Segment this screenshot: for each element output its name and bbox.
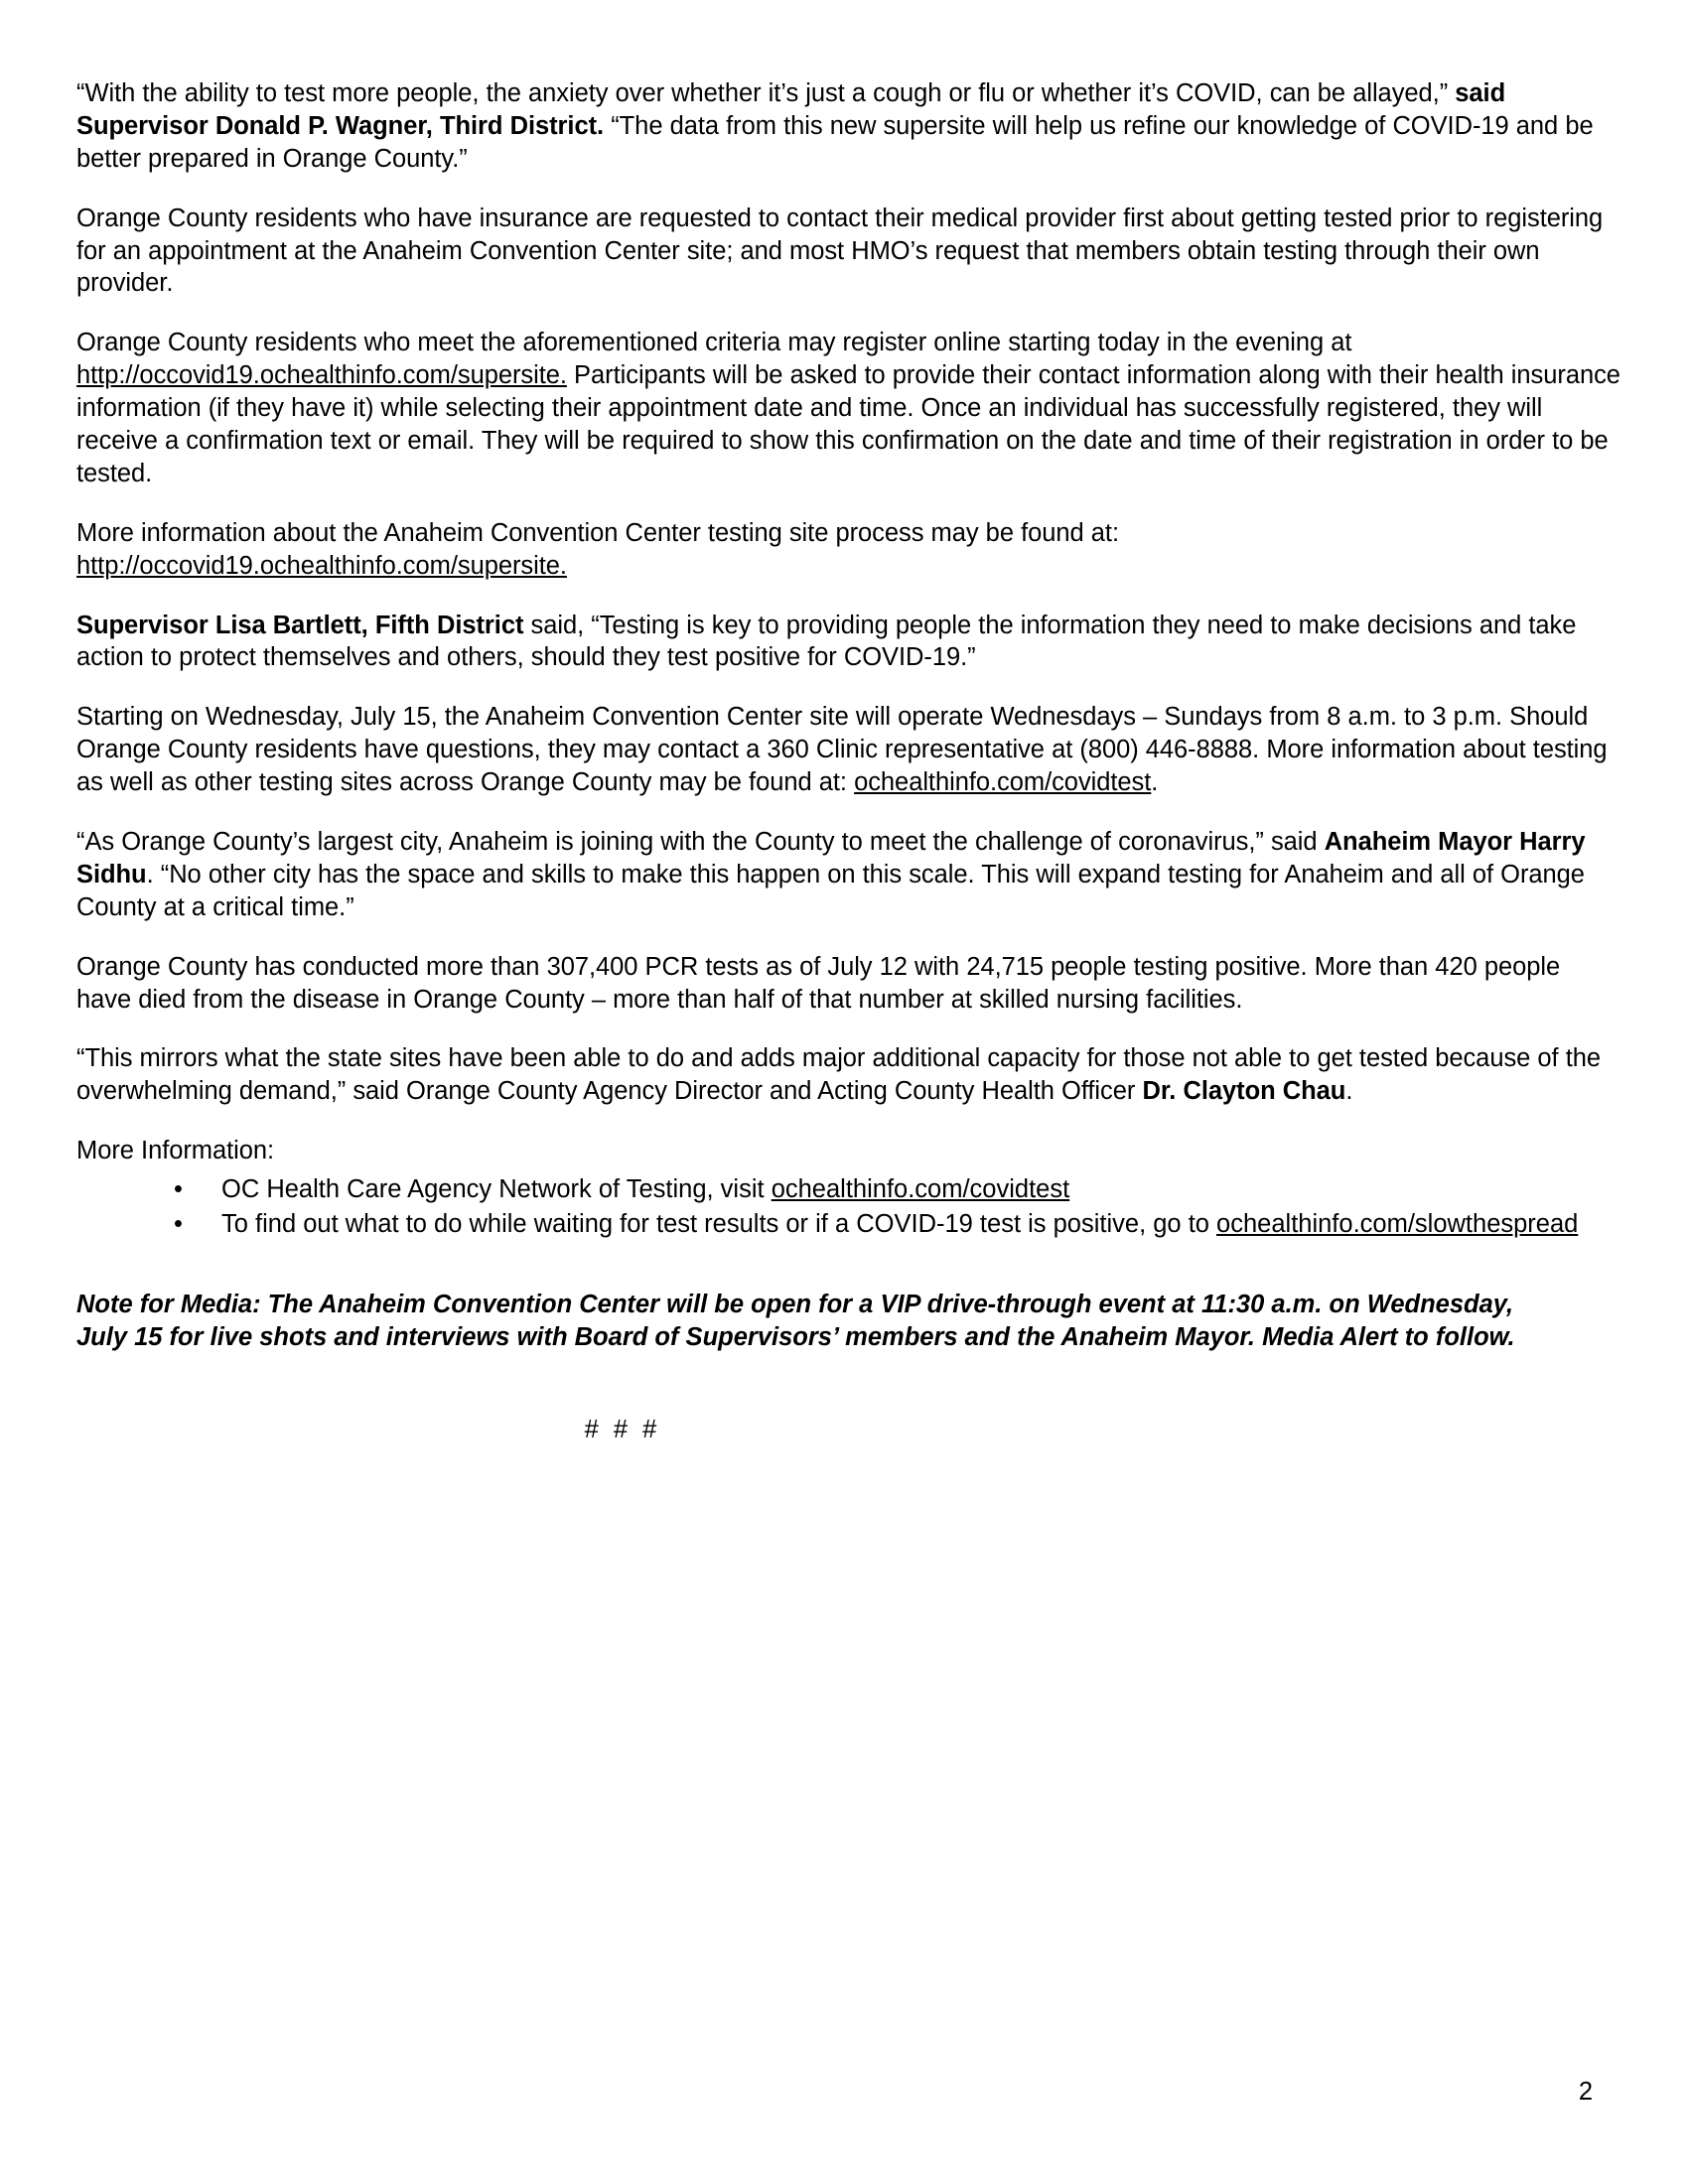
chau-quote-end: . xyxy=(1345,1077,1353,1106)
bartlett-quote-text: said, “Testing is key to providing people the information they need to make decisions and take action to protect themselves and others, should they test positive for COVID-19.” xyxy=(76,611,1577,672)
schedule-text-end: . xyxy=(1151,768,1159,797)
bullet-icon: • xyxy=(174,1210,183,1239)
paragraph-registration xyxy=(76,327,1620,489)
bullet-1-text: OC Health Care Agency Network of Testing, visit xyxy=(221,1175,772,1204)
registration-text-before: Orange County residents who meet the aforementioned criteria may register online starting today in the evening at xyxy=(76,329,1352,357)
paragraph-bartlett-quote xyxy=(76,610,1620,675)
wagner-quote-part1: “With the ability to test more people, the anxiety over whether it’s just a cough or flu or whether it’s COVID, can be allayed,” xyxy=(76,79,1456,107)
sidhu-attribution: Anaheim Mayor Harry Sidhu xyxy=(76,828,1586,888)
paragraph-more-info-site xyxy=(76,517,1620,583)
wagner-attribution: said Supervisor Donald P. Wagner, Third District. xyxy=(76,79,1506,140)
paragraph-schedule xyxy=(76,701,1620,799)
paragraph-insurance-guidance: Orange County residents who have insurance are requested to contact their medical provider first about getting tested prior to registering for an appointment at the Anaheim Convention Center site; and most HMO’s request that members obtain testing through their own provider. xyxy=(76,204,1604,298)
more-info-site-text: More information about the Anaheim Convention Center testing site process may be found at: xyxy=(76,518,1119,547)
bullet-icon: • xyxy=(174,1175,183,1204)
paragraph-wagner-quote xyxy=(76,77,1620,176)
page-number: 2 xyxy=(1578,2078,1593,2106)
document-body xyxy=(76,77,1620,1444)
note-for-media: Note for Media: The Anaheim Convention Center will be open for a VIP drive-through event at 11:30 a.m. on Wednesday, July 15 for live shots and interviews with Board of Supervisors’ members and the Anaheim Mayor. Media Alert to follow. xyxy=(76,1290,1515,1351)
covidtest-link-inline[interactable]: ochealthinfo.com/covidtest xyxy=(854,768,1152,797)
sidhu-quote-part1: “As Orange County’s largest city, Anaheim is joining with the County to meet the challenge of coronavirus,” said xyxy=(76,828,1325,857)
paragraph-chau-quote xyxy=(76,1042,1620,1108)
chau-attribution: Dr. Clayton Chau xyxy=(1142,1077,1346,1106)
paragraph-test-statistics: Orange County has conducted more than 307,400 PCR tests as of July 12 with 24,715 people testing positive. More than 420 people have died from the disease in Orange County – more than half of that number at skilled nursing facilities. xyxy=(76,952,1561,1014)
list-item xyxy=(174,1208,1620,1241)
paragraph-sidhu-quote xyxy=(76,826,1620,924)
covidtest-link-bullet[interactable]: ochealthinfo.com/covidtest xyxy=(771,1175,1070,1204)
registration-text-after: Participants will be asked to provide their contact information along with their health insurance information (if they have it) while selecting their appointment date and time. Once an individual has successfully registered, they will receive a confirmation text or email. They will be required to show this confirmation on the date and time of their registration in order to be tested. xyxy=(76,361,1620,487)
end-marker: # # # xyxy=(584,1415,661,1443)
list-item xyxy=(174,1173,1620,1206)
chau-quote-text: “This mirrors what the state sites have been able to do and adds major additional capacity for those not able to get tested because of the overwhelming demand,” said Orange County Agency Director and Acting County Health Officer xyxy=(76,1044,1602,1106)
bullet-2-text: To find out what to do while waiting for test results or if a COVID-19 test is positive, go to xyxy=(221,1210,1217,1239)
schedule-text: Starting on Wednesday, July 15, the Anaheim Convention Center site will operate Wednesdays – Sundays from 8 a.m. to 3 p.m. Should Orange County residents have questions, they may contact a 360 Clinic representative at (800) 446-8888. More information about testing as well as other testing sites across Orange County may be found at: xyxy=(76,703,1608,797)
more-information-heading: More Information: xyxy=(76,1137,275,1165)
bartlett-attribution: Supervisor Lisa Bartlett, Fifth District xyxy=(76,611,524,639)
supersite-link-2[interactable]: http://occovid19.ochealthinfo.com/supersite. xyxy=(76,551,567,580)
supersite-link-1[interactable]: http://occovid19.ochealthinfo.com/supersite. xyxy=(76,361,567,390)
sidhu-quote-part2: . “No other city has the space and skills to make this happen on this scale. This will expand testing for Anaheim and all of Orange County at a critical time.” xyxy=(76,860,1585,921)
wagner-quote-part2: “The data from this new supersite will help us refine our knowledge of COVID-19 and be better prepared in Orange County.” xyxy=(76,111,1594,173)
slowthespread-link-bullet[interactable]: ochealthinfo.com/slowthespread xyxy=(1216,1210,1579,1239)
more-information-list xyxy=(76,1173,1620,1241)
